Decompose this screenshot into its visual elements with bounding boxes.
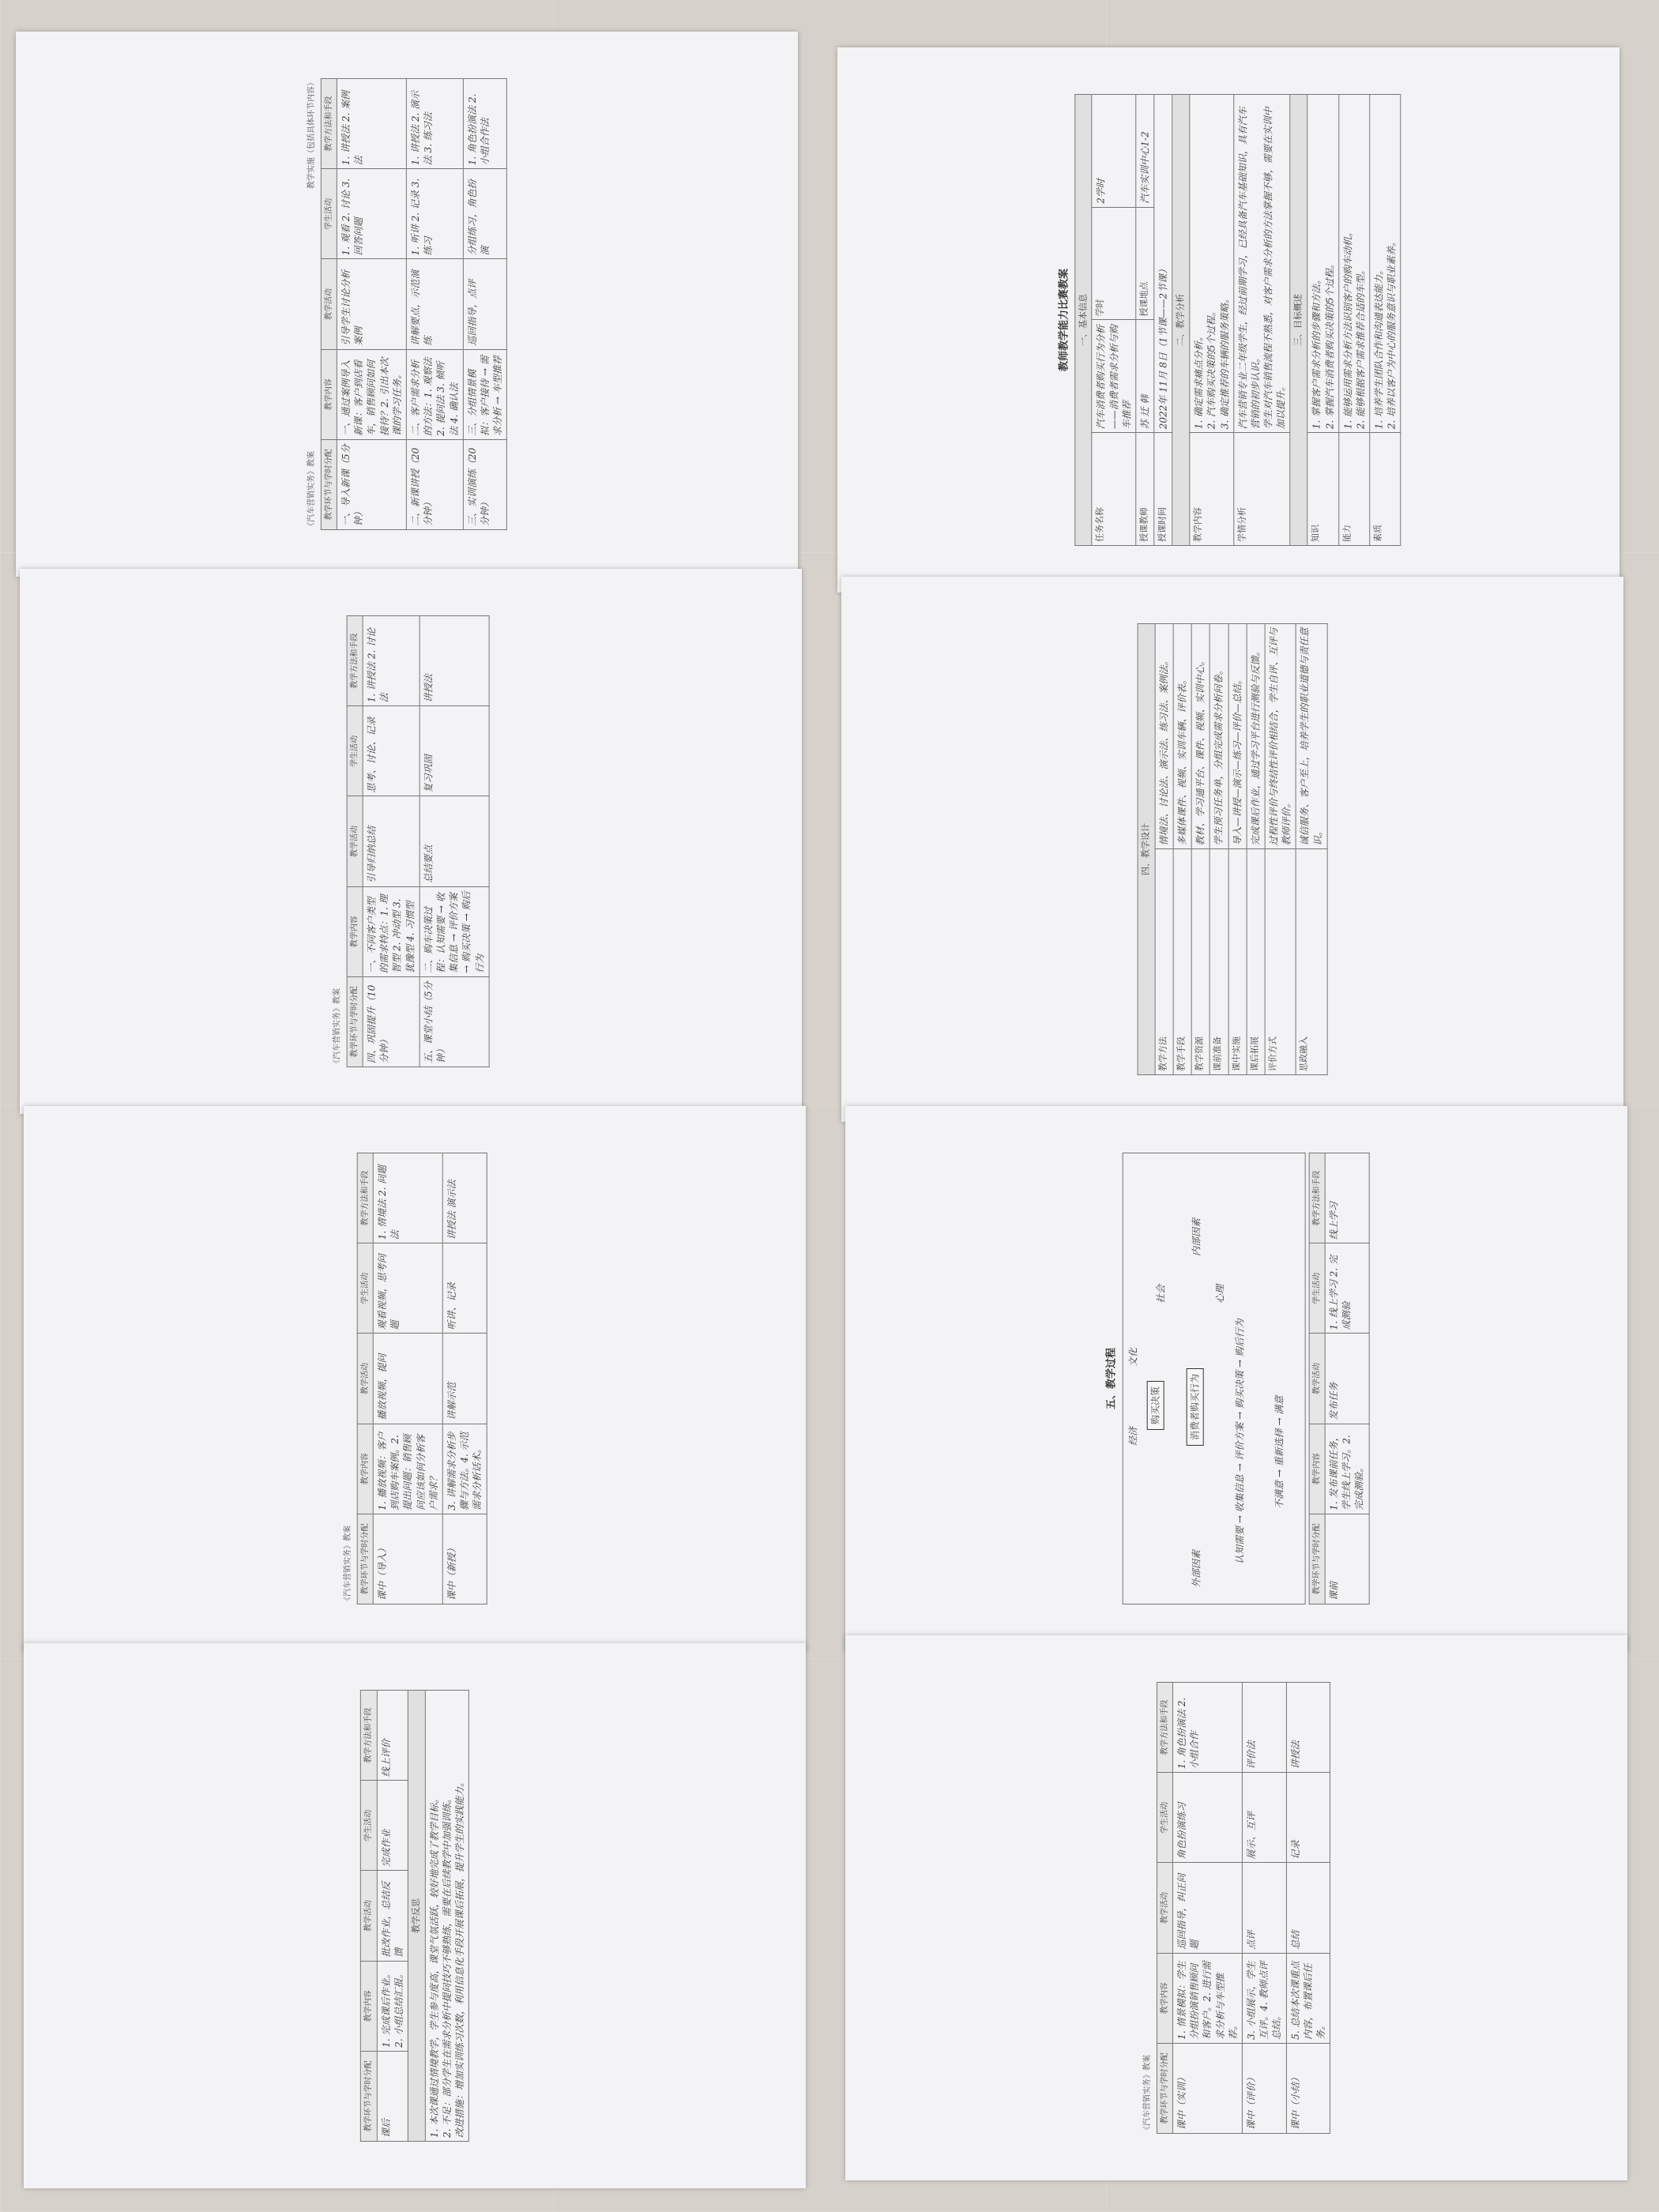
sheet-right-4 — [845, 1635, 1627, 2180]
sheet-content: 《汽车营销实务》教案 教学环节与学时分配 教学内容 教学活动 学生活动 教学方法和手段 课中（实训） 1. 情景模拟：学生分组扮演销售顾问和客户。2. 进行需求分析与车型推荐。 巡回指导，纠正问题 角色扮演练习 1. 角色扮演法 2. 小组合作 课中（评价） 3. 小组展示，学生互评。4. 教师点评总结。 点评 展示、互评 评价法 课中（小结） 5. 总结本次课重点内容，布置课后任务。 总结 记录 讲授法 — [1134, 1671, 1338, 2145]
table-row: 课中（新授） 3. 讲解需求分析步骤与方法。4. 示范需求分析话术。 讲解示范 听讲、记录 讲授法 演示法 — [442, 1153, 487, 1604]
table-row: 课中（实训） 1. 情景模拟：学生分组扮演销售顾问和客户。2. 进行需求分析与车型推荐。 巡回指导，纠正问题 角色扮演练习 1. 角色扮演法 2. 小组合作 — [1172, 1683, 1242, 2134]
table-row: 课中（评价） 3. 小组展示，学生互评。4. 教师点评总结。 点评 展示、互评 评价法 — [1242, 1683, 1286, 2134]
col-method: 教学方法和手段 — [321, 79, 337, 169]
sheet-content — [299, 67, 515, 541]
sheet-content — [352, 1679, 477, 2153]
teaching-table: 教学环节与学时分配 教学内容 教学活动 学生活动 教学方法和手段 四、巩固提升（10分钟） 一、不同客户类型的需求特点：1. 理智型 2. 冲动型 3. 犹豫型 4. 习惯型 引导归纳总结 思考、讨论、记录 1. 讲授法 2. 讨论法 五、课堂小结（5分钟） 二、购车决策过程：认知需要 → 收集信息 → 评价方案 → 购买决策 → 购后行为 总结要点 复习巩固 讲授法 — [346, 615, 489, 1067]
table-row: 课中（小结） 5. 总结本次课重点内容，布置课后任务。 总结 记录 讲授法 — [1286, 1683, 1330, 2134]
sheet-right-2 — [841, 577, 1623, 1122]
table-row: 一、导入新课（5分钟） 一、通过案例导入新课：客户到店看车，销售顾问如何接待？2. 引出本次课的学习任务。 引导学生讨论分析案例 1. 观看 2. 讨论 3. 回答问题 1. 讲授法 2. 案例法 — [337, 79, 406, 530]
sheet-left-4 — [24, 1643, 806, 2188]
sheet-content — [1048, 83, 1409, 557]
basic-info-table: 一、基本信息 任务名称 汽车消费者购买行为分析——消费者需求分析与购车推荐 学时 2学时 授课教师 苏 迁 韩 授课地点 汽车实训中心1-2 授课时间 2022年 11月 8日（1节课——2节课） 二、教学分析 教学内容 1. 确定需求痛点分析。 2. 汽车购买决策的5个过程。 3. 确定推荐的车辆的服务策略。 学情分析 汽车营销专业二年级学生，经过前期学习，已经具备汽车基础知识，具有汽车营销的初步认识。 学生对汽车销售流程不熟悉，对客户需求分析的方法掌握不够，需要在实训中加以提升。 三、目标概述 知识 1. 掌握客户需求分析的步骤和方法。 2. 掌握汽车消费者购买决策的5个过程。 能力 1. 能够运用需求分析方法识别客户的购车动机。 2. 能够根据客户需求推荐合适的车型。 素质 1. 培养学生团队合作和沟通表达能力。 2. 培养以客户为中心的服务意识与职业素养。 — [1074, 94, 1401, 546]
block-title: 教学实施（包括具体环节内容） — [307, 78, 316, 189]
table-row: 课后 1. 完成课后作业。2. 小组总结汇报。 批改作业，总结反馈 完成作业 线上评价 — [377, 1691, 408, 2142]
table-row: 课前 1. 发布课前任务，学生线上学习。2. 完成测验。 发布任务 1. 线上学习 2. 完成测验 线上学习 — [1325, 1153, 1369, 1604]
table-row: 课中（导入） 1. 播放视频：客户到店购车案例。2. 提出问题：销售顾问应该如何分析客户需求？ 播放视频，提问 观看视频，思考问题 1. 情境法 2. 问题法 — [373, 1153, 442, 1604]
teaching-table: 教学环节与学时分配 教学内容 教学活动 学生活动 教学方法和手段 课中（实训） 1. 情景模拟：学生分组扮演销售顾问和客户。2. 进行需求分析与车型推荐。 巡回指导，纠正问题 角色扮演练习 1. 角色扮演法 2. 小组合作 课中（评价） 3. 小组展示，学生互评。4. 教师点评总结。 点评 展示、互评 评价法 课中（小结） 5. 总结本次课重点内容，布置课后任务。 总结 记录 讲授法 — [1156, 1682, 1330, 2134]
col-student: 学生活动 — [321, 169, 337, 259]
decision-chain: 认知需要 → 收集信息 → 评价方案 → 购买决策 → 购后行为 — [1234, 1319, 1246, 1564]
doc-title: 教师教学能力比赛教案 — [1058, 269, 1070, 372]
bottom-chain: 不满意 → 重新选择 → 满意 — [1273, 1395, 1285, 1509]
col-content: 教学内容 — [321, 349, 337, 439]
sheet-content — [1130, 612, 1336, 1086]
course-tag: 《汽车营销实务》教案 — [307, 451, 316, 530]
table-row: 二、新课讲授（20分钟） 二、客户需求分析的方法：1. 观察法 2. 提问法 3. 倾听法 4. 确认法 讲解要点，示范演练 1. 听讲 2. 记录 3. 练习 1. 讲授法 2. 演示法 3. 练习法 — [406, 79, 463, 530]
center-box: 消费者购买行为 — [1186, 1368, 1203, 1446]
col-activity: 教学活动 — [321, 259, 337, 349]
sheet-content: 《汽车营销实务》教案 教学环节与学时分配 教学内容 教学活动 学生活动 教学方法和手段 四、巩固提升（10分钟） 一、不同客户类型的需求特点：1. 理智型 2. 冲动型 3. 犹豫型 4. 习惯型 引导归纳总结 思考、讨论、记录 1. 讲授法 2. 讨论法 五、课堂小结（5分钟） 二、购车决策过程：认知需要 → 收集信息 → 评价方案 → 购买决策 → 购后行为 总结要点 复习巩固 讲授法 — [325, 604, 498, 1078]
sheet-left-1 — [16, 32, 798, 577]
design-table: 四、教学设计 教学方法 情境法、讨论法、演示法、练习法、案例法。 教学手段 多媒体课件、视频、实训车辆、评价表。 教学资源 教材、学习通平台、课件、视频、实训中心。 课前准备 学生预习任务单，分组完成需求分析问卷。 课中实施 导入—讲授—演示—练习—评价—总结。 课后拓展 完成课后作业，通过学习平台进行测验与反馈。 评价方式 过程性评价与终结性评价相结合，学生自评、互评与教师评价。 思政融入 诚信服务、客户至上，培养学生的职业道德与责任意识。 — [1138, 623, 1328, 1075]
teaching-table: 教学环节与学时分配 教学内容 教学活动 学生活动 教学方法和手段 课后 1. 完成课后作业。2. 小组总结汇报。 批改作业，总结反馈 完成作业 线上评价 教学反思 1. 本次课通过情境教学，学生参与度高，课堂气氛活跃，较好地完成了教学目标。 2. 不足：部分学生在需求分析中提问技巧不够熟练，需要在后续教学中加强训练。 改进措施：增加实训练习次数，利用信息化手段开展课后拓展，提升学生的实践能力。 — [360, 1690, 469, 2142]
teaching-table — [320, 78, 507, 530]
sheet-left-2 — [20, 569, 802, 1114]
top-box: 购买决策 — [1146, 1381, 1164, 1430]
sheet-right-3 — [845, 1106, 1627, 1651]
teaching-table: 教学环节与学时分配 教学内容 教学活动 学生活动 教学方法和手段 课前 1. 发布课前任务，学生线上学习。2. 完成测验。 发布任务 1. 线上学习 2. 完成测验 线上学习 — [1308, 1153, 1369, 1604]
sheet-content: 《汽车营销实务》教案 教学环节与学时分配 教学内容 教学活动 学生活动 教学方法和手段 课中（导入） 1. 播放视频：客户到店购车案例。2. 提出问题：销售顾问应该如何分析客户需求？ 播放视频，提问 观看视频，思考问题 1. 情境法 2. 问题法 课中（新授） 3. 讲解需求分析步骤与方法。4. 示范需求分析话术。 讲解示范 听讲、记录 讲授法 演示法 — [335, 1142, 495, 1616]
table-row: 三、实训演练（20分钟） 三、分组情景模拟：客户接待 → 需求分析 → 车型推荐 巡回指导，点评 分组练习，角色扮演 1. 角色扮演法 2. 小组合作法 — [463, 79, 507, 530]
sheet-content: 五、教学过程 购买决策 消费者购买行为 外部因素 内部因素 认知需要 → 收集信息 → 评价方案 → 购买决策 → 购后行为 不满意 → 重新选择 → 满意 经济 文化 社会 心理 教学环节与学时分配 教学内容 教学活动 学生活动 教学方法和手段 课前 1. 发布课前任务，学生线上学习。2. 完成测验。 发布任务 1. 线上学习 2. 完成测验 线上学习 — [1096, 1142, 1378, 1616]
sheet-right-1 — [837, 47, 1620, 592]
table-row: 四、巩固提升（10分钟） 一、不同客户类型的需求特点：1. 理智型 2. 冲动型 3. 犹豫型 4. 习惯型 引导归纳总结 思考、讨论、记录 1. 讲授法 2. 讨论法 — [363, 616, 419, 1067]
col-env: 教学环节与学时分配 — [321, 439, 337, 529]
process-diagram: 购买决策 消费者购买行为 外部因素 内部因素 认知需要 → 收集信息 → 评价方案 → 购买决策 → 购后行为 不满意 → 重新选择 → 满意 经济 文化 社会 心理 — [1122, 1153, 1305, 1604]
table-row: 五、课堂小结（5分钟） 二、购车决策过程：认知需要 → 收集信息 → 评价方案 → 购买决策 → 购后行为 总结要点 复习巩固 讲授法 — [419, 616, 489, 1067]
teaching-table: 教学环节与学时分配 教学内容 教学活动 学生活动 教学方法和手段 课中（导入） 1. 播放视频：客户到店购车案例。2. 提出问题：销售顾问应该如何分析客户需求？ 播放视频，提问 观看视频，思考问题 1. 情境法 2. 问题法 课中（新授） 3. 讲解需求分析步骤与方法。4. 示范需求分析话术。 讲解示范 听讲、记录 讲授法 演示法 — [356, 1153, 487, 1604]
sheet-left-3 — [24, 1106, 806, 1651]
